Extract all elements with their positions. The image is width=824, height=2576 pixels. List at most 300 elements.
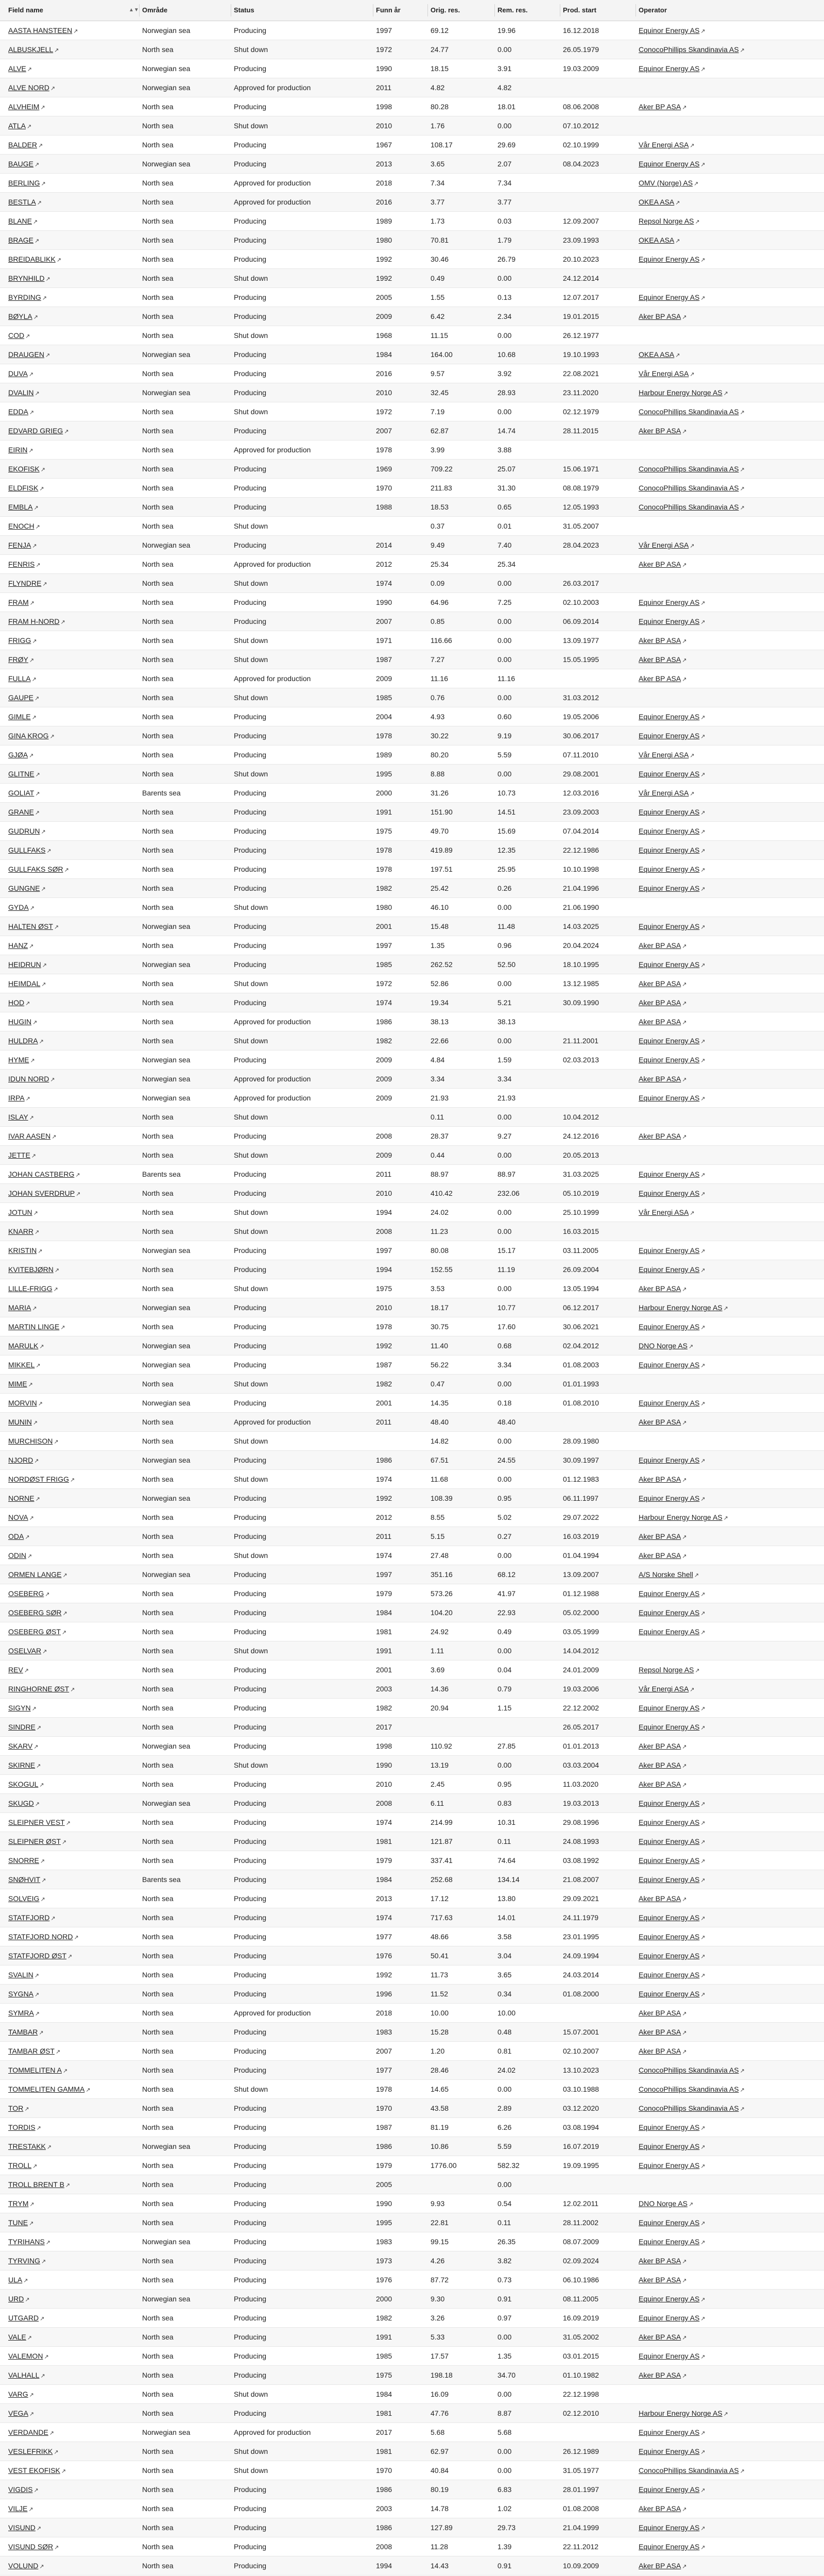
external-link-icon[interactable]: ↗ <box>54 1439 59 1445</box>
external-link-icon[interactable]: ↗ <box>25 1534 30 1540</box>
operator-link[interactable]: Aker BP ASA <box>639 2009 681 2017</box>
external-link-icon[interactable]: ↗ <box>675 352 680 359</box>
operator-link[interactable]: Vår Energi ASA <box>639 1685 689 1693</box>
external-link-icon[interactable]: ↗ <box>31 676 37 683</box>
external-link-icon[interactable]: ↗ <box>682 1286 687 1293</box>
operator-link[interactable]: ConocoPhillips Skandinavia AS <box>639 2066 739 2074</box>
operator-link[interactable]: OKEA ASA <box>639 198 675 206</box>
external-link-icon[interactable]: ↗ <box>682 1020 687 1026</box>
external-link-icon[interactable]: ↗ <box>700 715 706 721</box>
external-link-icon[interactable]: ↗ <box>33 2487 39 2494</box>
external-link-icon[interactable]: ↗ <box>64 429 69 435</box>
external-link-icon[interactable]: ↗ <box>700 1325 706 1331</box>
field-link[interactable]: HEIMDAL <box>8 979 41 988</box>
operator-link[interactable]: Equinor Energy AS <box>639 1037 700 1045</box>
external-link-icon[interactable]: ↗ <box>700 1820 706 1826</box>
operator-link[interactable]: Equinor Energy AS <box>639 922 700 930</box>
external-link-icon[interactable]: ↗ <box>54 1267 60 1274</box>
operator-link[interactable]: Equinor Energy AS <box>639 1628 700 1636</box>
operator-link[interactable]: Equinor Energy AS <box>639 1952 700 1960</box>
external-link-icon[interactable]: ↗ <box>682 981 687 988</box>
field-link[interactable]: FRØY <box>8 655 28 664</box>
external-link-icon[interactable]: ↗ <box>41 981 46 988</box>
operator-link[interactable]: Equinor Energy AS <box>639 1323 700 1331</box>
external-link-icon[interactable]: ↗ <box>700 1725 706 1731</box>
external-link-icon[interactable]: ↗ <box>35 791 40 797</box>
external-link-icon[interactable]: ↗ <box>29 2201 35 2208</box>
external-link-icon[interactable]: ↗ <box>50 86 56 92</box>
external-link-icon[interactable]: ↗ <box>682 1420 687 1426</box>
header-operator[interactable]: Operator <box>639 6 667 14</box>
external-link-icon[interactable]: ↗ <box>39 2030 44 2036</box>
external-link-icon[interactable]: ↗ <box>42 295 47 301</box>
external-link-icon[interactable]: ↗ <box>682 2564 687 2570</box>
external-link-icon[interactable]: ↗ <box>690 791 695 797</box>
operator-link[interactable]: Equinor Energy AS <box>639 2447 700 2455</box>
field-link[interactable]: HANZ <box>8 941 28 950</box>
field-link[interactable]: EDDA <box>8 408 28 416</box>
external-link-icon[interactable]: ↗ <box>35 524 40 530</box>
external-link-icon[interactable]: ↗ <box>62 2068 68 2074</box>
field-link[interactable]: COD <box>8 331 25 340</box>
external-link-icon[interactable]: ↗ <box>682 1077 687 1083</box>
external-link-icon[interactable]: ↗ <box>700 2316 706 2322</box>
operator-link[interactable]: Vår Energi ASA <box>639 751 689 759</box>
external-link-icon[interactable]: ↗ <box>39 2564 44 2570</box>
field-link[interactable]: BØYLA <box>8 312 32 320</box>
external-link-icon[interactable]: ↗ <box>682 1763 687 1769</box>
operator-link[interactable]: Vår Energi ASA <box>639 369 689 378</box>
operator-link[interactable]: Equinor Energy AS <box>639 827 700 835</box>
field-link[interactable]: JOTUN <box>8 1208 32 1216</box>
field-link[interactable]: BLANE <box>8 217 32 225</box>
external-link-icon[interactable]: ↗ <box>682 314 687 320</box>
field-link[interactable]: RINGHORNE ØST <box>8 1685 70 1693</box>
field-link[interactable]: HOD <box>8 998 25 1007</box>
field-link[interactable]: EMBLA <box>8 503 33 511</box>
field-link[interactable]: VEST EKOFISK <box>8 2466 60 2475</box>
field-link[interactable]: IDUN NORD <box>8 1075 49 1083</box>
external-link-icon[interactable]: ↗ <box>694 1572 699 1579</box>
field-link[interactable]: HUGIN <box>8 1018 32 1026</box>
external-link-icon[interactable]: ↗ <box>40 2316 45 2322</box>
external-link-icon[interactable]: ↗ <box>695 1668 700 1674</box>
field-link[interactable]: VERDANDE <box>8 2428 48 2436</box>
external-link-icon[interactable]: ↗ <box>700 1496 706 1502</box>
external-link-icon[interactable]: ↗ <box>700 1935 706 1941</box>
external-link-icon[interactable]: ↗ <box>64 867 69 873</box>
field-link[interactable]: VILJE <box>8 2504 28 2513</box>
external-link-icon[interactable]: ↗ <box>682 1134 687 1140</box>
external-link-icon[interactable]: ↗ <box>42 962 47 969</box>
external-link-icon[interactable]: ↗ <box>700 962 706 969</box>
external-link-icon[interactable]: ↗ <box>35 391 40 397</box>
field-link[interactable]: DUVA <box>8 369 28 378</box>
external-link-icon[interactable]: ↗ <box>24 1668 29 1674</box>
external-link-icon[interactable]: ↗ <box>694 181 699 187</box>
operator-link[interactable]: Equinor Energy AS <box>639 1189 700 1197</box>
external-link-icon[interactable]: ↗ <box>46 848 52 854</box>
external-link-icon[interactable]: ↗ <box>695 219 700 225</box>
external-link-icon[interactable]: ↗ <box>682 1534 687 1540</box>
field-link[interactable]: BYRDING <box>8 293 41 301</box>
operator-link[interactable]: Equinor Energy AS <box>639 617 700 625</box>
operator-link[interactable]: Equinor Energy AS <box>639 1265 700 1274</box>
external-link-icon[interactable]: ↗ <box>700 2297 706 2303</box>
external-link-icon[interactable]: ↗ <box>682 562 687 568</box>
field-link[interactable]: KNARR <box>8 1227 34 1235</box>
external-link-icon[interactable]: ↗ <box>700 1591 706 1598</box>
operator-link[interactable]: Aker BP ASA <box>639 2276 681 2284</box>
operator-link[interactable]: DNO Norge AS <box>639 2199 688 2208</box>
field-link[interactable]: VEGA <box>8 2409 28 2417</box>
operator-link[interactable]: Equinor Energy AS <box>639 1456 700 1464</box>
operator-link[interactable]: Equinor Energy AS <box>639 1589 700 1598</box>
external-link-icon[interactable]: ↗ <box>740 410 745 416</box>
external-link-icon[interactable]: ↗ <box>33 1744 39 1750</box>
external-link-icon[interactable]: ↗ <box>42 581 47 587</box>
external-link-icon[interactable]: ↗ <box>682 2506 687 2513</box>
external-link-icon[interactable]: ↗ <box>700 1630 706 1636</box>
header-original-reserves[interactable]: Orig. res. <box>431 6 460 14</box>
operator-link[interactable]: Aker BP ASA <box>639 2047 681 2055</box>
operator-link[interactable]: Aker BP ASA <box>639 312 681 320</box>
field-link[interactable]: VALHALL <box>8 2371 40 2379</box>
external-link-icon[interactable]: ↗ <box>690 1687 695 1693</box>
operator-link[interactable]: Equinor Energy AS <box>639 1494 700 1502</box>
field-link[interactable]: VALEMON <box>8 2352 43 2360</box>
external-link-icon[interactable]: ↗ <box>30 1058 35 1064</box>
operator-link[interactable]: Equinor Energy AS <box>639 26 700 35</box>
operator-link[interactable]: ConocoPhillips Skandinavia AS <box>639 484 739 492</box>
external-link-icon[interactable]: ↗ <box>25 1001 30 1007</box>
operator-link[interactable]: Aker BP ASA <box>639 1532 681 1540</box>
operator-link[interactable]: A/S Norske Shell <box>639 1570 693 1579</box>
external-link-icon[interactable]: ↗ <box>42 1649 47 1655</box>
external-link-icon[interactable]: ↗ <box>682 1477 687 1483</box>
operator-link[interactable]: Aker BP ASA <box>639 1075 681 1083</box>
external-link-icon[interactable]: ↗ <box>700 1096 706 1102</box>
operator-link[interactable]: Aker BP ASA <box>639 1418 681 1426</box>
field-link[interactable]: DRAUGEN <box>8 350 45 359</box>
external-link-icon[interactable]: ↗ <box>40 467 45 473</box>
field-link[interactable]: HEIDRUN <box>8 960 41 969</box>
operator-link[interactable]: Equinor Energy AS <box>639 2238 700 2246</box>
field-link[interactable]: BERLING <box>8 179 40 187</box>
operator-link[interactable]: Equinor Energy AS <box>639 1361 700 1369</box>
operator-link[interactable]: Aker BP ASA <box>639 2562 681 2570</box>
field-link[interactable]: SIGYN <box>8 1704 31 1712</box>
operator-link[interactable]: Equinor Energy AS <box>639 713 700 721</box>
external-link-icon[interactable]: ↗ <box>61 1630 67 1636</box>
field-link[interactable]: FENJA <box>8 541 31 549</box>
field-link[interactable]: MARULK <box>8 1342 39 1350</box>
external-link-icon[interactable]: ↗ <box>700 66 706 73</box>
field-link[interactable]: BAUGE <box>8 160 34 168</box>
field-link[interactable]: STATFJORD NORD <box>8 1933 73 1941</box>
field-link[interactable]: MORVIN <box>8 1399 37 1407</box>
field-link[interactable]: ISLAY <box>8 1113 28 1121</box>
external-link-icon[interactable]: ↗ <box>27 1553 32 1560</box>
external-link-icon[interactable]: ↗ <box>700 1954 706 1960</box>
external-link-icon[interactable]: ↗ <box>39 1782 44 1788</box>
external-link-icon[interactable]: ↗ <box>33 314 38 320</box>
external-link-icon[interactable]: ↗ <box>33 1210 38 1216</box>
field-link[interactable]: VALE <box>8 2333 26 2341</box>
operator-link[interactable]: Aker BP ASA <box>639 674 681 683</box>
operator-link[interactable]: Harbour Energy Norge AS <box>639 1303 723 1312</box>
operator-link[interactable]: Aker BP ASA <box>639 103 681 111</box>
field-link[interactable]: ALVE <box>8 64 26 73</box>
field-link[interactable]: MURCHISON <box>8 1437 53 1445</box>
field-link[interactable]: MUNIN <box>8 1418 32 1426</box>
external-link-icon[interactable]: ↗ <box>35 1992 40 1998</box>
operator-link[interactable]: Equinor Energy AS <box>639 2314 700 2322</box>
operator-link[interactable]: Aker BP ASA <box>639 1894 681 1903</box>
field-link[interactable]: EKOFISK <box>8 465 40 473</box>
external-link-icon[interactable]: ↗ <box>700 886 706 892</box>
operator-link[interactable]: Equinor Energy AS <box>639 808 700 816</box>
external-link-icon[interactable]: ↗ <box>36 2526 42 2532</box>
field-link[interactable]: VISUND SØR <box>8 2543 54 2551</box>
field-link[interactable]: OSEBERG <box>8 1589 44 1598</box>
external-link-icon[interactable]: ↗ <box>700 619 706 625</box>
external-link-icon[interactable]: ↗ <box>37 200 42 206</box>
external-link-icon[interactable]: ↗ <box>700 1801 706 1807</box>
field-link[interactable]: URD <box>8 2295 24 2303</box>
external-link-icon[interactable]: ↗ <box>73 28 78 35</box>
operator-link[interactable]: Vår Energi ASA <box>639 1208 689 1216</box>
field-link[interactable]: DVALIN <box>8 388 34 397</box>
field-link[interactable]: HYME <box>8 1056 29 1064</box>
external-link-icon[interactable]: ↗ <box>700 1916 706 1922</box>
external-link-icon[interactable]: ↗ <box>38 1248 43 1255</box>
field-link[interactable]: ENOCH <box>8 522 35 530</box>
operator-link[interactable]: Vår Energi ASA <box>639 789 689 797</box>
field-link[interactable]: ULA <box>8 2276 23 2284</box>
field-link[interactable]: BRYNHILD <box>8 274 45 282</box>
field-link[interactable]: EIRIN <box>8 446 28 454</box>
external-link-icon[interactable]: ↗ <box>35 772 40 778</box>
operator-link[interactable]: Equinor Energy AS <box>639 255 700 263</box>
field-link[interactable]: ALVHEIM <box>8 103 40 111</box>
field-link[interactable]: STATFJORD ØST <box>8 1952 67 1960</box>
field-link[interactable]: FRIGG <box>8 636 31 645</box>
external-link-icon[interactable]: ↗ <box>740 2087 745 2093</box>
external-link-icon[interactable]: ↗ <box>70 1687 75 1693</box>
external-link-icon[interactable]: ↗ <box>38 143 43 149</box>
operator-link[interactable]: Aker BP ASA <box>639 1475 681 1483</box>
external-link-icon[interactable]: ↗ <box>34 1458 39 1464</box>
external-link-icon[interactable]: ↗ <box>682 2373 687 2379</box>
external-link-icon[interactable]: ↗ <box>28 371 34 378</box>
operator-link[interactable]: Aker BP ASA <box>639 941 681 950</box>
operator-link[interactable]: Equinor Energy AS <box>639 2428 700 2436</box>
operator-link[interactable]: ConocoPhillips Skandinavia AS <box>639 465 739 473</box>
operator-link[interactable]: Aker BP ASA <box>639 1780 681 1788</box>
external-link-icon[interactable]: ↗ <box>29 657 35 664</box>
header-discovery-year[interactable]: Funn år <box>376 6 401 14</box>
operator-link[interactable]: Aker BP ASA <box>639 2257 681 2265</box>
external-link-icon[interactable]: ↗ <box>700 1248 706 1255</box>
field-link[interactable]: TROLL <box>8 2161 32 2170</box>
external-link-icon[interactable]: ↗ <box>24 2106 29 2112</box>
external-link-icon[interactable]: ↗ <box>700 924 706 930</box>
field-link[interactable]: GUDRUN <box>8 827 40 835</box>
field-link[interactable]: SKUGD <box>8 1799 34 1807</box>
header-production-start[interactable]: Prod. start <box>563 6 597 14</box>
field-link[interactable]: BREIDABLIKK <box>8 255 56 263</box>
external-link-icon[interactable]: ↗ <box>26 124 32 130</box>
external-link-icon[interactable]: ↗ <box>700 1706 706 1712</box>
operator-link[interactable]: Equinor Energy AS <box>639 884 700 892</box>
external-link-icon[interactable]: ↗ <box>700 1458 706 1464</box>
external-link-icon[interactable]: ↗ <box>688 2201 694 2208</box>
operator-link[interactable]: Aker BP ASA <box>639 998 681 1007</box>
external-link-icon[interactable]: ↗ <box>700 1973 706 1979</box>
operator-link[interactable]: Equinor Energy AS <box>639 293 700 301</box>
field-link[interactable]: GULLFAKS SØR <box>8 865 63 873</box>
external-link-icon[interactable]: ↗ <box>682 2011 687 2017</box>
external-link-icon[interactable]: ↗ <box>54 924 59 930</box>
operator-link[interactable]: Equinor Energy AS <box>639 1608 700 1617</box>
field-link[interactable]: TYRIHANS <box>8 2238 45 2246</box>
operator-link[interactable]: ConocoPhillips Skandinavia AS <box>639 408 739 416</box>
external-link-icon[interactable]: ↗ <box>682 2335 687 2341</box>
operator-link[interactable]: Aker BP ASA <box>639 427 681 435</box>
operator-link[interactable]: Equinor Energy AS <box>639 1056 700 1064</box>
operator-link[interactable]: Equinor Energy AS <box>639 1837 700 1845</box>
operator-link[interactable]: Equinor Energy AS <box>639 846 700 854</box>
operator-link[interactable]: Equinor Energy AS <box>639 1875 700 1884</box>
external-link-icon[interactable]: ↗ <box>740 467 745 473</box>
field-link[interactable]: NORDØST FRIGG <box>8 1475 69 1483</box>
external-link-icon[interactable]: ↗ <box>45 352 50 359</box>
external-link-icon[interactable]: ↗ <box>700 2163 706 2170</box>
field-link[interactable]: GLITNE <box>8 770 35 778</box>
external-link-icon[interactable]: ↗ <box>39 1039 44 1045</box>
external-link-icon[interactable]: ↗ <box>52 1134 57 1140</box>
operator-link[interactable]: Aker BP ASA <box>639 655 681 664</box>
external-link-icon[interactable]: ↗ <box>41 829 46 835</box>
external-link-icon[interactable]: ↗ <box>740 505 745 511</box>
operator-link[interactable]: Aker BP ASA <box>639 1284 681 1293</box>
operator-link[interactable]: Equinor Energy AS <box>639 1856 700 1865</box>
external-link-icon[interactable]: ↗ <box>700 2487 706 2494</box>
external-link-icon[interactable]: ↗ <box>40 1858 45 1865</box>
field-link[interactable]: NORNE <box>8 1494 35 1502</box>
external-link-icon[interactable]: ↗ <box>70 1477 75 1483</box>
external-link-icon[interactable]: ↗ <box>682 2049 687 2055</box>
external-link-icon[interactable]: ↗ <box>682 657 687 664</box>
field-link[interactable]: GULLFAKS <box>8 846 46 854</box>
operator-link[interactable]: DNO Norge AS <box>639 1342 688 1350</box>
external-link-icon[interactable]: ↗ <box>700 734 706 740</box>
external-link-icon[interactable]: ↗ <box>700 1877 706 1884</box>
field-link[interactable]: VIGDIS <box>8 2485 33 2494</box>
field-link[interactable]: MARTIN LINGE <box>8 1323 60 1331</box>
field-link[interactable]: KRISTIN <box>8 1246 37 1255</box>
external-link-icon[interactable]: ↗ <box>67 1954 73 1960</box>
external-link-icon[interactable]: ↗ <box>45 276 50 282</box>
field-link[interactable]: ELDFISK <box>8 484 39 492</box>
operator-link[interactable]: Aker BP ASA <box>639 1018 681 1026</box>
external-link-icon[interactable]: ↗ <box>25 2297 30 2303</box>
external-link-icon[interactable]: ↗ <box>29 905 35 911</box>
field-link[interactable]: FLYNDRE <box>8 579 42 587</box>
external-link-icon[interactable]: ↗ <box>75 1172 80 1178</box>
external-link-icon[interactable]: ↗ <box>700 2125 706 2131</box>
header-field-name[interactable] <box>8 0 137 21</box>
external-link-icon[interactable]: ↗ <box>682 1001 687 1007</box>
header-status[interactable]: Status <box>234 6 254 14</box>
operator-link[interactable]: Equinor Energy AS <box>639 960 700 969</box>
field-link[interactable]: MARIA <box>8 1303 31 1312</box>
external-link-icon[interactable]: ↗ <box>29 1115 34 1121</box>
field-link[interactable]: IVAR AASEN <box>8 1132 51 1140</box>
external-link-icon[interactable]: ↗ <box>34 1973 39 1979</box>
external-link-icon[interactable]: ↗ <box>682 2278 687 2284</box>
operator-link[interactable]: Repsol Norge AS <box>639 217 694 225</box>
external-link-icon[interactable]: ↗ <box>56 257 62 263</box>
operator-link[interactable]: Aker BP ASA <box>639 2028 681 2036</box>
external-link-icon[interactable]: ↗ <box>700 600 706 606</box>
external-link-icon[interactable]: ↗ <box>41 181 46 187</box>
operator-link[interactable]: Equinor Energy AS <box>639 1246 700 1255</box>
external-link-icon[interactable]: ↗ <box>33 505 39 511</box>
field-link[interactable]: SNORRE <box>8 1856 39 1865</box>
operator-link[interactable]: Equinor Energy AS <box>639 2142 700 2150</box>
operator-link[interactable]: Equinor Energy AS <box>639 2523 700 2532</box>
external-link-icon[interactable]: ↗ <box>682 1744 687 1750</box>
field-link[interactable]: MIKKEL <box>8 1361 35 1369</box>
operator-link[interactable]: Vår Energi ASA <box>639 141 689 149</box>
operator-link[interactable]: Aker BP ASA <box>639 1132 681 1140</box>
external-link-icon[interactable]: ↗ <box>31 1706 37 1712</box>
external-link-icon[interactable]: ↗ <box>53 1286 58 1293</box>
field-link[interactable]: STATFJORD <box>8 1913 50 1922</box>
external-link-icon[interactable]: ↗ <box>61 2468 66 2475</box>
operator-link[interactable]: Aker BP ASA <box>639 1761 681 1769</box>
field-link[interactable]: HULDRA <box>8 1037 38 1045</box>
external-link-icon[interactable]: ↗ <box>740 47 745 54</box>
field-link[interactable]: GYDA <box>8 903 29 911</box>
external-link-icon[interactable]: ↗ <box>31 1153 36 1159</box>
external-link-icon[interactable]: ↗ <box>700 848 706 854</box>
external-link-icon[interactable]: ↗ <box>682 638 687 645</box>
field-link[interactable]: FENRIS <box>8 560 35 568</box>
operator-link[interactable]: Equinor Energy AS <box>639 732 700 740</box>
external-link-icon[interactable]: ↗ <box>49 2430 55 2436</box>
external-link-icon[interactable]: ↗ <box>45 1591 50 1598</box>
field-link[interactable]: FULLA <box>8 674 31 683</box>
operator-link[interactable]: Aker BP ASA <box>639 1551 681 1560</box>
external-link-icon[interactable]: ↗ <box>65 2182 71 2189</box>
external-link-icon[interactable]: ↗ <box>682 943 687 950</box>
external-link-icon[interactable]: ↗ <box>28 2506 33 2513</box>
field-link[interactable]: SINDRE <box>8 1723 36 1731</box>
field-link[interactable]: GRANE <box>8 808 34 816</box>
external-link-icon[interactable]: ↗ <box>29 2392 34 2398</box>
operator-link[interactable]: Harbour Energy Norge AS <box>639 1513 723 1521</box>
sort-icon[interactable]: ▲▼ <box>129 7 139 13</box>
external-link-icon[interactable]: ↗ <box>25 1096 30 1102</box>
external-link-icon[interactable]: ↗ <box>700 257 706 263</box>
operator-link[interactable]: Aker BP ASA <box>639 2333 681 2341</box>
external-link-icon[interactable]: ↗ <box>700 1858 706 1865</box>
field-link[interactable]: KVITEBJØRN <box>8 1265 54 1274</box>
external-link-icon[interactable]: ↗ <box>60 1325 65 1331</box>
